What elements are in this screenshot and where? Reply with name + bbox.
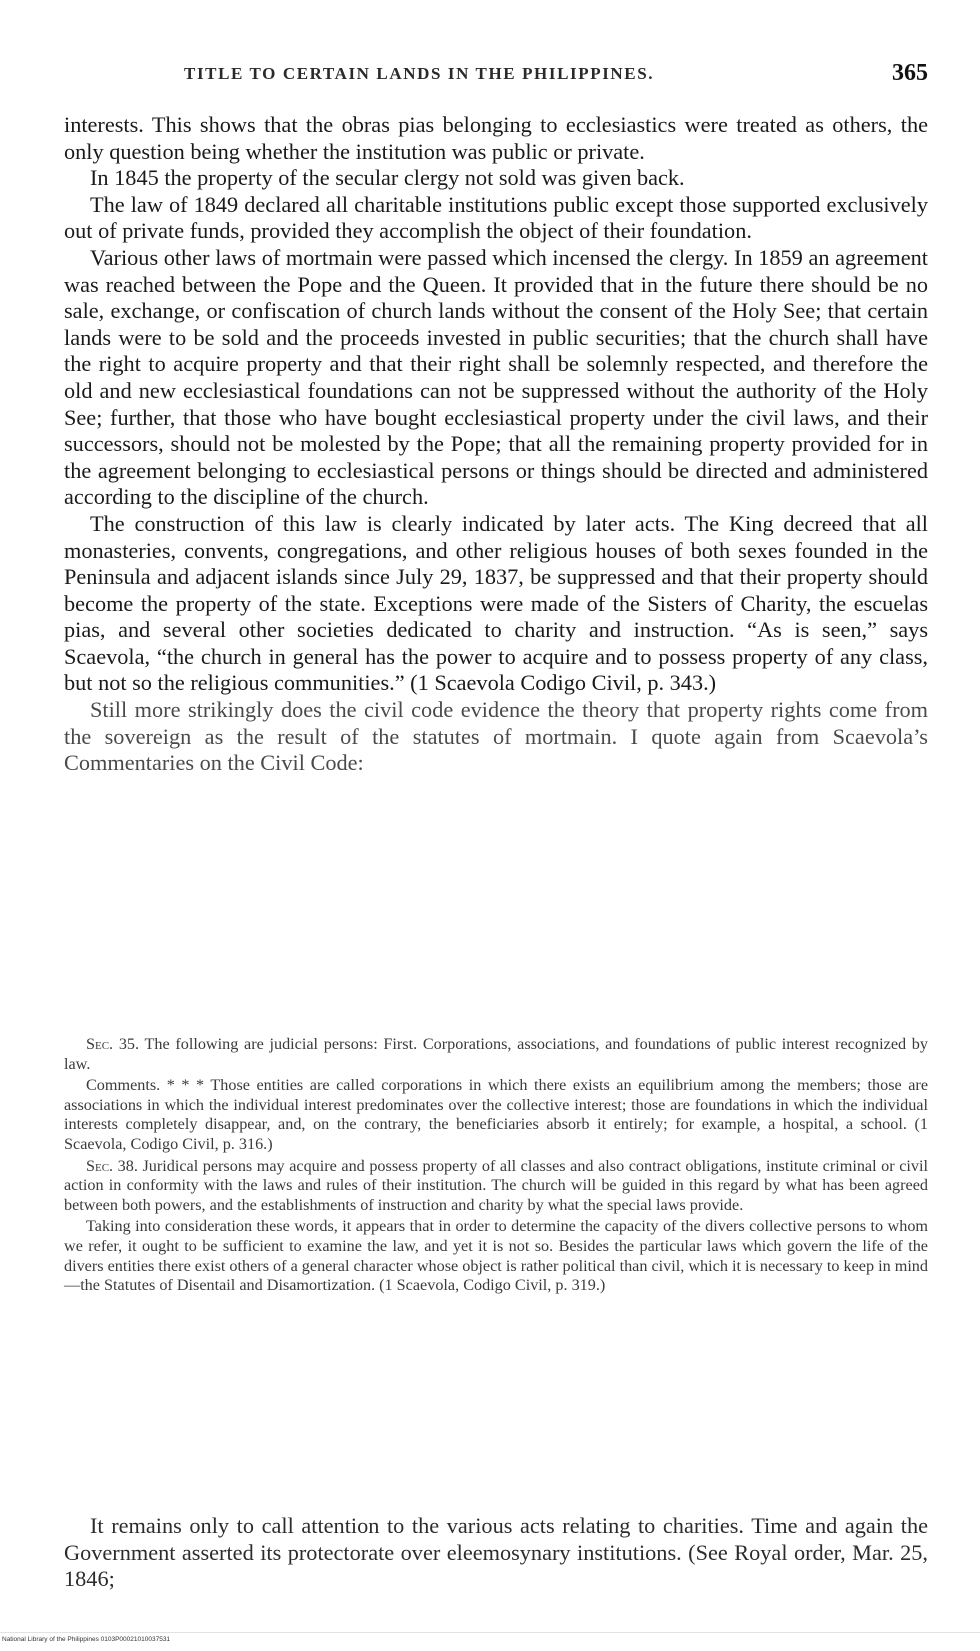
sec-38-text: Juridical persons may acquire and possess property of all classes and also contract obligations, institute criminal or civil action in conformity with the laws and rules of their institution. The church will be guided in this regard by what has been agreed between both powers, and the establishments of instruction and charity by what the special laws provide. bbox=[64, 1156, 928, 1214]
paragraph-civil-code: Still more strikingly does the civil code evidence the theory that property rights come from the sovereign as the result of the statutes of mortmain. I quote again from Scaevola’s Commentaries on the Civil Code: bbox=[64, 697, 928, 776]
main-text bbox=[64, 112, 928, 777]
sec-35-label: Sec. 35. bbox=[86, 1035, 140, 1053]
paragraph-continued: interests. This shows that the obras pias belonging to ecclesiastics were treated as others, the only question being whether the institution was public or private. bbox=[64, 112, 928, 164]
paragraph-construction: The construction of this law is clearly indicated by later acts. The King decreed that all monasteries, convents, congregations, and other religious houses of both sexes founded in the Peninsula and adjacent islands since July 29, 1837, be suppressed and that their property should become the property of the state. Exceptions were made of the Sisters of Charity, the escuelas pias, and several other societies dedicated to charity and instruction. “As is seen,” says Scaevola, “the church in general has the power to acquire and to possess property of any class, but not so the religious communities.” (1 Scaevola Codigo Civil, p. 343.) bbox=[64, 510, 928, 696]
library-credit: National Library of the Philippines 0103P00021010037531 bbox=[2, 1636, 171, 1643]
quote-sec-35 bbox=[64, 1035, 928, 1074]
page-header bbox=[64, 60, 928, 96]
paragraph-charities: It remains only to call attention to the various acts relating to charities. Time and again the Government asserted its protectorate over eleemosynary institutions. (See Royal order, Mar. 25, 1846; bbox=[64, 1513, 928, 1592]
paragraph-1845: In 1845 the property of the secular clergy not sold was given back. bbox=[90, 165, 685, 191]
sec-38-label: Sec. 38. bbox=[86, 1156, 138, 1175]
page-number: 365 bbox=[892, 60, 928, 86]
quoted-excerpts bbox=[64, 1035, 928, 1298]
quote-taking: Taking into consideration these words, it appears that in order to determine the capacity of the divers collective persons to whom we refer, it ought to be sufficient to examine the law, and yet it is not so. Besides the particular laws which govern the life of the divers entities there exist others of a general character whose object is rather political than civil, which it is necessary to keep in mind—the Statutes of Disentail and Disamortization. (1 Scaevola, Codigo Civil, p. 319.) bbox=[64, 1217, 928, 1295]
closing-text bbox=[64, 1513, 928, 1593]
running-title: TITLE TO CERTAIN LANDS IN THE PHILIPPINES. bbox=[184, 64, 655, 83]
quote-sec-38 bbox=[64, 1157, 928, 1216]
paragraph-mortmain: Various other laws of mortmain were passed which incensed the clergy. In 1859 an agreement was reached between the Pope and the Queen. It provided that in the future there should be no sale, exchange, or confiscation of church lands without the consent of the Holy See; that certain lands were to be sold and the proceeds invested in public securities; that the church shall have the right to acquire property and that their right shall be solemnly respected, and therefore the old and new ecclesiastical foundations can not be suppressed without the authority of the Holy See; further, that those who have bought ecclesiastical property under the civil laws, and their successors, should not be molested by the Pope; that all the remaining property provided for in the agreement belonging to ecclesiastical persons or things should be directed and administered according to the discipline of the church. bbox=[64, 244, 928, 510]
sec-35-text: The following are judicial persons: First. Corporations, associations, and foundations of public interest recognized by law. bbox=[64, 1035, 928, 1073]
paragraph-law-1849: The law of 1849 declared all charitable institutions public except those supported exclusively out of private funds, provided they accomplish the object of their foundation. bbox=[64, 191, 928, 244]
scan-footer bbox=[0, 1632, 980, 1651]
quote-comments: Comments. * * * Those entities are called corporations in which there exists an equilibrium among the members; those are associations in which the individual interest predominates over the collective interest; those are foundations in which the individual interests completely disappear, and, on the contrary, the beneficiaries absorb it entirely; for example, a hospital, a school. (1 Scaevola, Codigo Civil, p. 316.) bbox=[64, 1076, 928, 1153]
